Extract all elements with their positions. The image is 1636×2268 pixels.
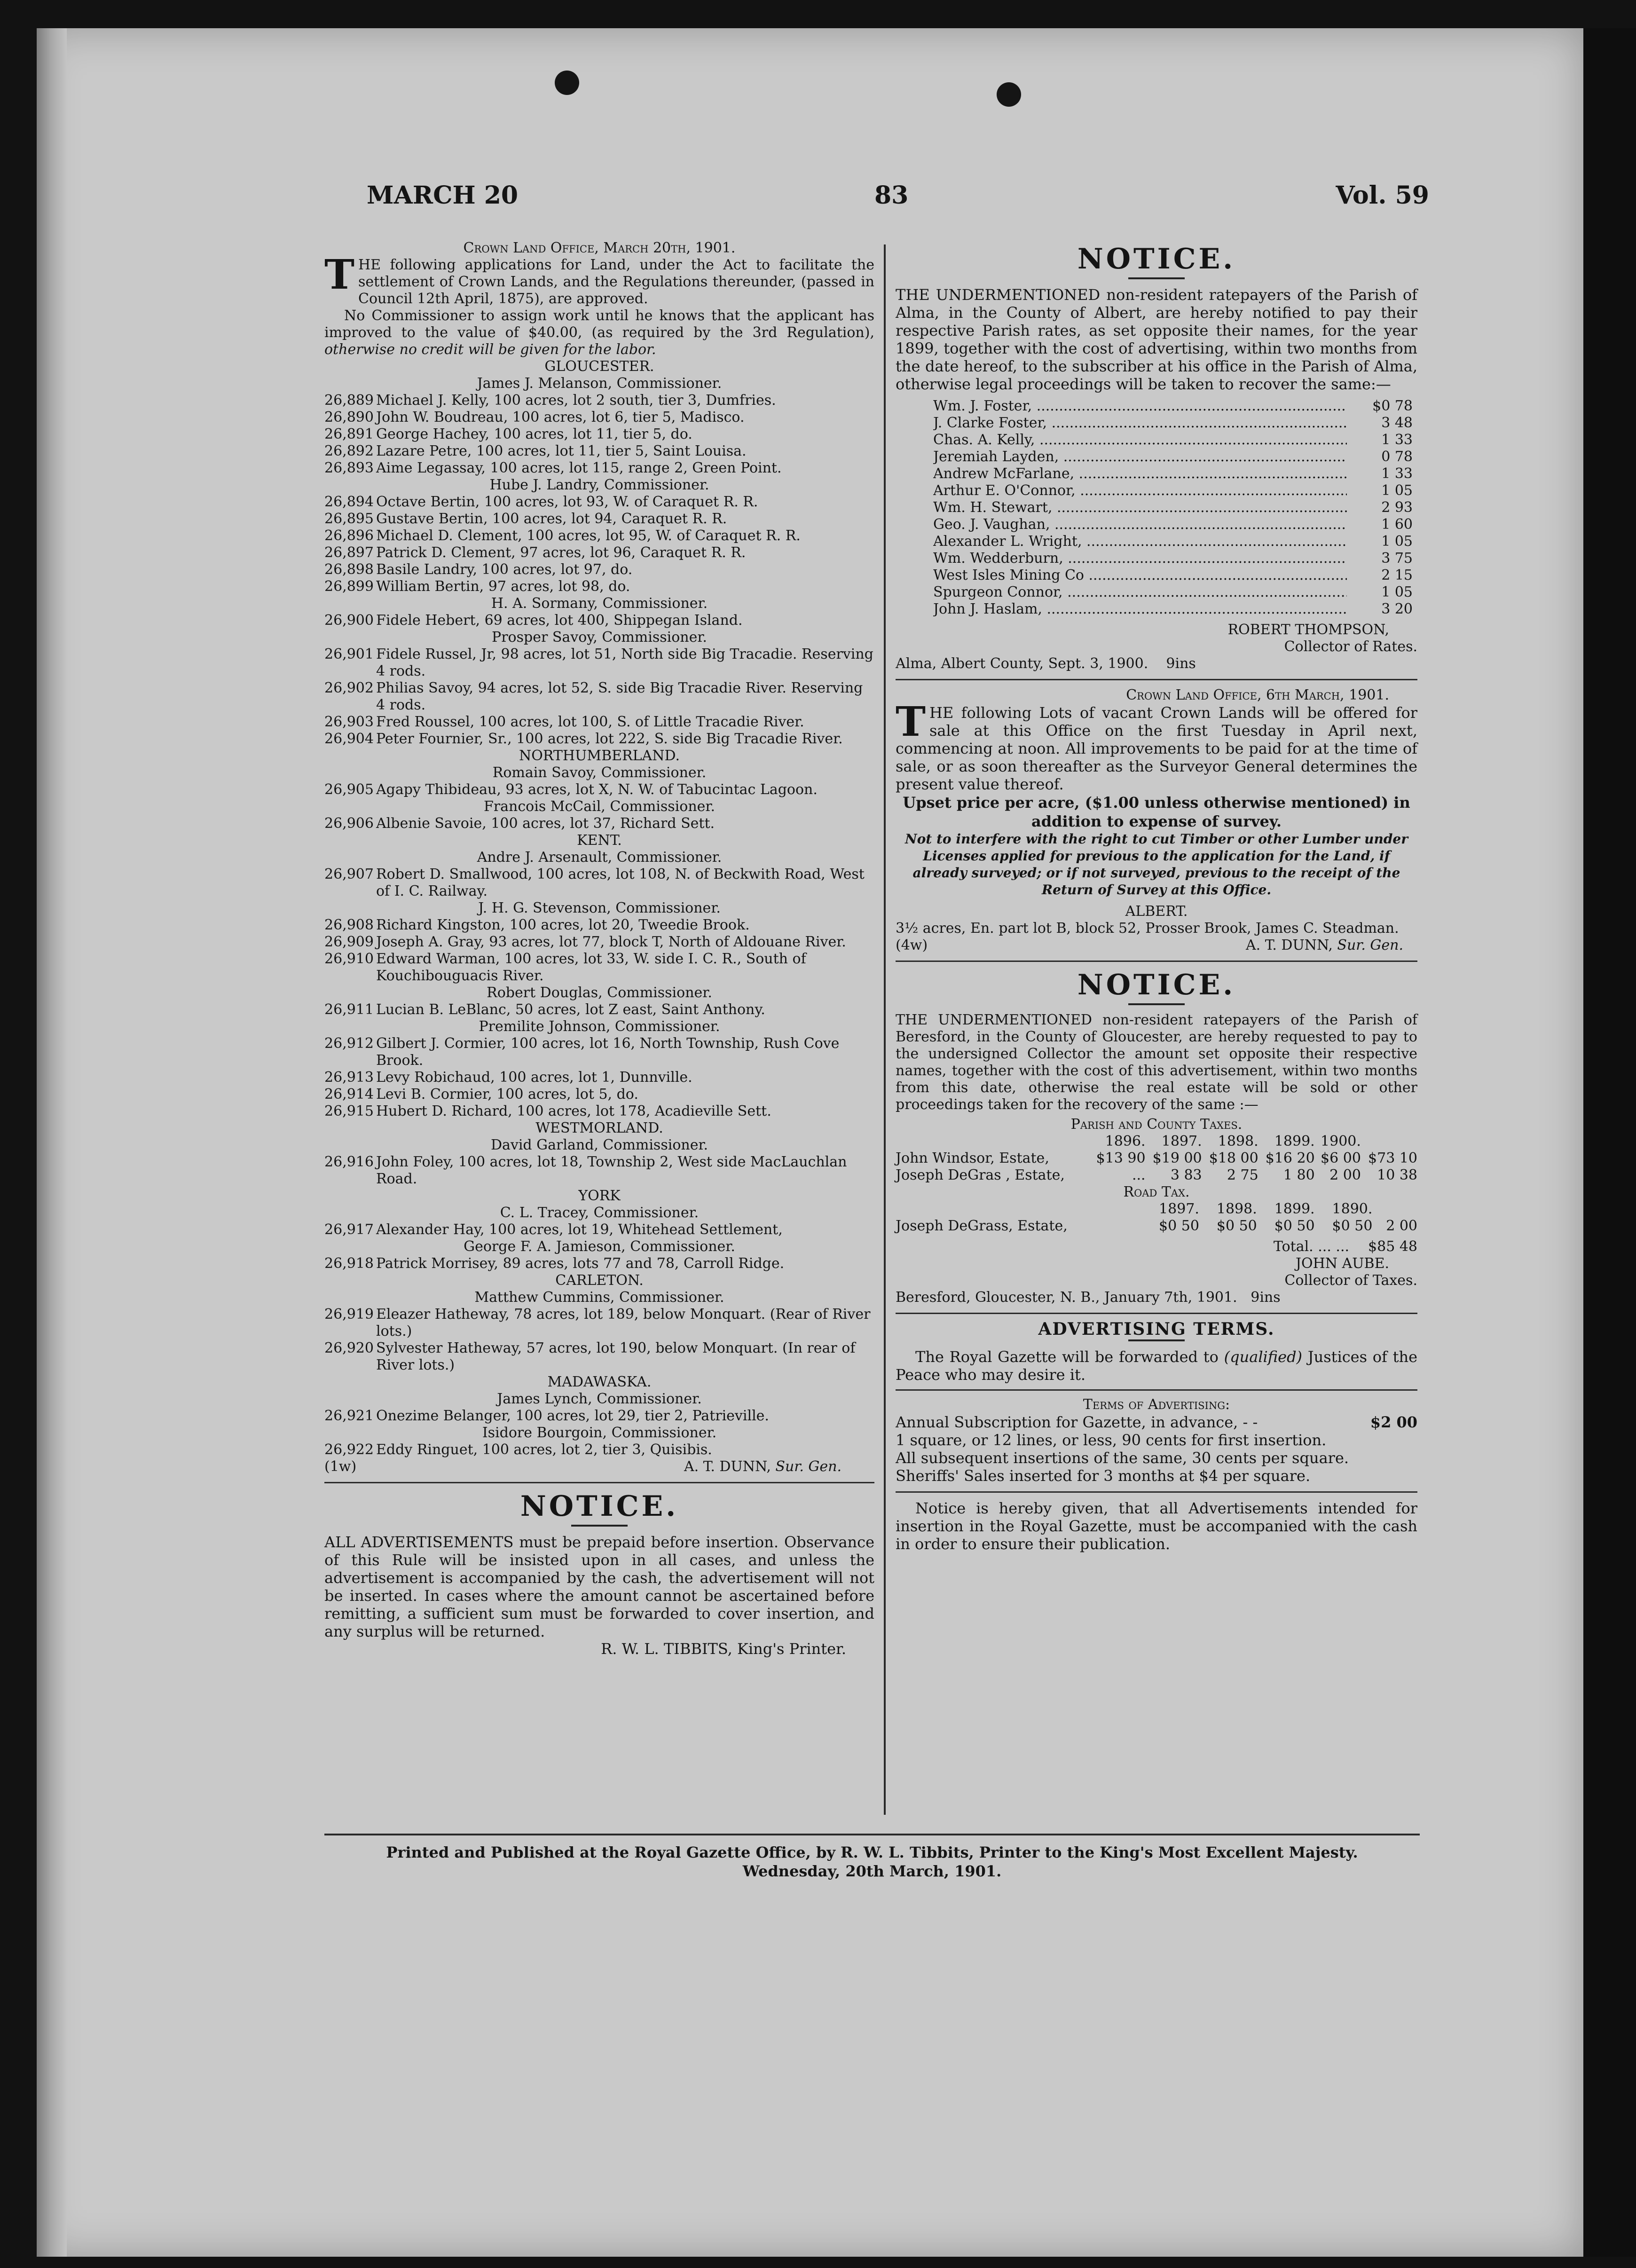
table-header-row [896, 1201, 1417, 1218]
section-rule [896, 961, 1417, 962]
column-divider [884, 244, 886, 1815]
ratepayer-name: Chas. A. Kelly, ..... [933, 432, 1347, 449]
title-rule [1128, 1003, 1185, 1005]
prepaid-notice-body: ALL ADVERTISEMENTS must be prepaid before insertion. Observance of this Rule will be insisted upon in all cases, and unless the advertisement is accompanied by the cash, the advertisement will not be inserted. In cases where the amount cannot be ascertained before remitting, a sufficient sum must be forwarded to cover insertion, and any surplus will be returned. [324, 1533, 874, 1640]
application-number: 26,921 [324, 1408, 374, 1424]
parish-tax-table [896, 1133, 1417, 1184]
application-entry [324, 680, 874, 714]
application-number: 26,915 [324, 1103, 374, 1119]
upset-price: Upset price per acre, ($1.00 unless otherwise mentioned) in addition to expense of survey. [903, 794, 1410, 830]
application-number: 26,905 [324, 781, 374, 798]
application-entry [324, 1035, 874, 1069]
title-rule [571, 1525, 628, 1527]
application-number: 26,914 [324, 1086, 374, 1102]
ratepayer-name: Wm. Wedderburn, ..... [933, 550, 1347, 567]
alma-signature-name: ROBERT THOMPSON, [1227, 622, 1389, 638]
title-rule [1128, 277, 1185, 279]
county-heading: WESTMORLAND. [535, 1120, 663, 1136]
advertising-term: All subsequent insertions of the same, 30 cents per square. [896, 1449, 1349, 1467]
application-text: Philias Savoy, 94 acres, lot 52, S. side Big Tracadie River. Reserving 4 rods. [376, 680, 863, 713]
application-number: 26,896 [324, 528, 374, 544]
application-number: 26,913 [324, 1069, 374, 1086]
application-number: 26,909 [324, 934, 374, 950]
sale-body [896, 698, 1417, 793]
drop-cap: T [896, 698, 926, 746]
sale-county: ALBERT. [1125, 903, 1188, 920]
application-text: Fred Roussel, 100 acres, lot 100, S. of Little Tracadie River. [376, 714, 804, 730]
rate-row [933, 398, 1413, 415]
application-entry [324, 1154, 874, 1188]
commissioner-line: H. A. Sormany, Commissioner. [491, 595, 708, 612]
rate-amount: 0 78 [1381, 449, 1413, 465]
page-binding-edge [37, 28, 67, 2257]
application-number: 26,902 [324, 680, 374, 696]
commissioner-line: Isidore Bourgoin, Commissioner. [482, 1425, 717, 1441]
application-number: 26,891 [324, 426, 374, 442]
application-text: Basile Landry, 100 acres, lot 97, do. [376, 561, 633, 578]
commissioner-line: Robert Douglas, Commissioner. [487, 984, 712, 1001]
year-header: 1899. [1274, 1133, 1315, 1150]
application-number: 26,900 [324, 612, 374, 629]
volume-number: Vol. 59 [1336, 181, 1429, 210]
rate-row [933, 567, 1413, 584]
binding-hole [555, 71, 579, 95]
rate-row [933, 415, 1413, 432]
application-text: Richard Kingston, 100 acres, lot 20, Tweedie Brook. [376, 917, 750, 933]
tax-row-total: 10 38 [1377, 1167, 1417, 1183]
footer-rule [324, 1834, 1420, 1835]
rate-amount: 3 48 [1381, 415, 1413, 431]
intro-text: HE following applications for Land, under the Act to facilitate the settlement of Crown Lands, and the Regulations thereunder, (passed in Council 12th April, 1875), are approved. [358, 257, 874, 307]
year-header: 1899. [1274, 1201, 1315, 1217]
application-entry [324, 528, 874, 544]
application-entry [324, 815, 874, 832]
application-entry [324, 544, 874, 561]
header-date: MARCH 20 [367, 181, 519, 210]
application-text: Lucian B. LeBlanc, 50 acres, lot Z east, Saint Anthony. [376, 1001, 765, 1018]
application-entry [324, 392, 874, 409]
commissioner-line: Matthew Cummins, Commissioner. [474, 1289, 724, 1306]
year-header: 1897. [1159, 1201, 1199, 1217]
application-entry [324, 866, 874, 900]
dateline-text: Beresford, Gloucester, N. B., January 7th, 1901. [896, 1289, 1237, 1306]
annual-label: Annual Subscription for Gazette, in advance, - - [896, 1413, 1258, 1431]
rate-row [933, 432, 1413, 449]
scan-background-edge [1583, 28, 1636, 2257]
section-rule [896, 679, 1417, 680]
application-entry [324, 1306, 874, 1340]
application-text: Robert D. Smallwood, 100 acres, lot 108, N. of Beckwith Road, West of I. C. Railway. [376, 866, 865, 899]
application-text: Octave Bertin, 100 acres, lot 93, W. of Caraquet R. R. [376, 494, 758, 510]
signature [1246, 937, 1403, 954]
advertising-terms-list [896, 1431, 1417, 1485]
page-number: 83 [874, 181, 909, 210]
insertions-mark: 9ins [1251, 1289, 1281, 1306]
alma-notice-body: THE UNDERMENTIONED non-resident ratepayers of the Parish of Alma, in the County of Albert, are hereby notified to pay their respective Parish rates, as set opposite their names, for the year 1899, together with the cost of advertising, within two months from the date hereof, to the subscriber at his office in the Parish of Alma, otherwise legal proceedings will be taken to recover the same:— [896, 286, 1417, 393]
application-number: 26,899 [324, 578, 374, 595]
taxpayer-name: Joseph DeGrass, Estate, [896, 1218, 1068, 1234]
tax-value: $0 50 [1332, 1218, 1373, 1234]
table-row [896, 1167, 1417, 1184]
rate-row [933, 584, 1413, 601]
application-text: Edward Warman, 100 acres, lot 33, W. side I. C. R., South of Kouchibouguacis River. [376, 951, 806, 984]
application-number: 26,920 [324, 1340, 374, 1356]
commissioner-line: George F. A. Jamieson, Commissioner. [464, 1238, 735, 1255]
rate-amount: 2 15 [1381, 567, 1413, 583]
application-entry [324, 917, 874, 934]
application-entry [324, 1069, 874, 1086]
application-text: Levi B. Cormier, 100 acres, lot 5, do. [376, 1086, 638, 1102]
application-number: 26,918 [324, 1255, 374, 1272]
crown-land-note [324, 307, 874, 358]
application-text: William Bertin, 97 acres, lot 98, do. [376, 578, 630, 595]
application-text: Lazare Petre, 100 acres, lot 11, tier 5, Saint Louisa. [376, 443, 747, 459]
ratepayer-name: Wm. H. Stewart, ..... [933, 499, 1347, 516]
application-text: George Hachey, 100 acres, lot 11, tier 5, do. [376, 426, 692, 442]
application-entry [324, 646, 874, 680]
ratepayer-name: Geo. J. Vaughan, ..... [933, 516, 1347, 533]
page-header [367, 181, 1429, 223]
application-text: Michael J. Kelly, 100 acres, lot 2 south, tier 3, Dumfries. [376, 392, 776, 409]
terms-heading: Terms of Advertising: [1083, 1396, 1230, 1413]
commissioner-line: Romain Savoy, Commissioner. [492, 764, 707, 781]
note-text: No Commissioner to assign work until he knows that the applicant has improved to the value of $40.00, (as required by the 3rd Regulation), [324, 307, 874, 341]
footer-date: Wednesday, 20th March, 1901. [742, 1862, 1002, 1880]
drop-cap: T [324, 251, 354, 299]
application-entry [324, 612, 874, 629]
beresford-signature-title: Collector of Taxes. [1284, 1272, 1417, 1289]
rate-row [933, 533, 1413, 550]
application-text: John W. Boudreau, 100 acres, lot 6, tier 5, Madisco. [376, 409, 745, 425]
beresford-dateline [896, 1289, 1417, 1306]
rate-row [933, 550, 1413, 567]
application-text: Fidele Hebert, 69 acres, lot 400, Shippegan Island. [376, 612, 743, 629]
application-text: Onezime Belanger, 100 acres, lot 29, tier 2, Patrieville. [376, 1408, 769, 1424]
section-rule [896, 1313, 1417, 1314]
tax-value: $0 50 [1216, 1218, 1257, 1234]
rate-row [933, 601, 1413, 618]
application-entry [324, 511, 874, 528]
application-text: Eddy Ringuet, 100 acres, lot 2, tier 3, Quisibis. [376, 1441, 712, 1458]
application-text: Michael D. Clement, 100 acres, lot 95, W. of Caraquet R. R. [376, 528, 801, 544]
footer [324, 1843, 1420, 1881]
application-entry [324, 494, 874, 511]
note-italic: otherwise no credit will be given for the labor. [324, 341, 656, 358]
year-header: 1898. [1218, 1133, 1258, 1150]
application-text: Patrick D. Clement, 97 acres, lot 96, Caraquet R. R. [376, 544, 746, 561]
signature [684, 1458, 842, 1475]
application-text: Alexander Hay, 100 acres, lot 19, Whitehead Settlement, [376, 1221, 783, 1238]
signature-name: A. T. DUNN, [684, 1458, 771, 1475]
insertions-mark: (4w) [896, 937, 928, 953]
application-entry [324, 1221, 874, 1238]
county-sections [324, 358, 874, 1458]
application-number: 26,893 [324, 460, 374, 476]
tax-value: $6 00 [1321, 1150, 1361, 1166]
application-number: 26,894 [324, 494, 374, 510]
insertions-mark: 9ins [1166, 655, 1196, 672]
application-entry [324, 781, 874, 798]
intro-text: The Royal Gazette will be forwarded to [915, 1348, 1219, 1366]
blank-cell [896, 1201, 1141, 1218]
tax-value: 1 80 [1283, 1167, 1315, 1183]
application-entry [324, 731, 874, 748]
crown-land-signature-row [324, 1458, 874, 1475]
blank-cell [1361, 1133, 1417, 1150]
application-entry [324, 1001, 874, 1018]
ratepayer-name: Andrew McFarlane, ..... [933, 465, 1347, 482]
application-entry [324, 443, 874, 460]
rate-amount: 1 05 [1381, 533, 1413, 550]
beresford-notice-body: THE UNDERMENTIONED non-resident ratepayers of the Parish of Beresford, in the County of Gloucester, are hereby requested to pay to the undersigned Collector the amount set opposite their respective names, together with the cost of this advertisement, within two months from this date, otherwise the real estate will be sold or other proceedings taken for the recovery of the same :— [896, 1012, 1417, 1113]
commissioner-line: Francois McCail, Commissioner. [484, 798, 715, 815]
total-label: Total. ... ... [1273, 1238, 1350, 1255]
sale-signature-row [896, 937, 1417, 954]
rate-row [933, 465, 1413, 482]
application-number: 26,912 [324, 1035, 374, 1052]
application-text: Levy Robichaud, 100 acres, lot 1, Dunnville. [376, 1069, 692, 1086]
application-entry [324, 426, 874, 443]
advertising-notice: Notice is hereby given, that all Advertisements intended for insertion in the Royal Gazette, must be accompanied with the cash in order to ensure their publication. [896, 1499, 1417, 1553]
ratepayer-name: Jeremiah Layden, ..... [933, 449, 1347, 465]
commissioner-line: Prosper Savoy, Commissioner. [492, 629, 707, 646]
county-heading: CARLETON. [555, 1272, 644, 1289]
rate-amount: $0 78 [1372, 398, 1413, 414]
total-value: $85 48 [1368, 1238, 1417, 1255]
section-rule [896, 1389, 1417, 1391]
alma-rate-list [933, 398, 1413, 618]
alma-signature-title: Collector of Rates. [1284, 638, 1417, 655]
signature-title: Sur. Gen. [1337, 937, 1403, 953]
application-number: 26,908 [324, 917, 374, 933]
title-rule [1128, 1339, 1185, 1341]
rate-row [933, 516, 1413, 533]
application-entry [324, 460, 874, 477]
tax-value: $13 90 [1096, 1150, 1146, 1166]
application-entry [324, 951, 874, 984]
dateline-text: Alma, Albert County, Sept. 3, 1900. [896, 655, 1148, 672]
application-entry [324, 561, 874, 578]
application-text: Eleazer Hatheway, 78 acres, lot 189, below Monquart. (Rear of River lots.) [376, 1306, 871, 1339]
application-number: 26,911 [324, 1001, 374, 1018]
rate-amount: 1 33 [1381, 465, 1413, 482]
tax-value: $16 20 [1265, 1150, 1315, 1166]
county-heading: KENT. [577, 832, 622, 849]
application-number: 26,917 [324, 1221, 374, 1238]
taxpayer-name: John Windsor, Estate, [896, 1150, 1049, 1166]
taxpayer-name: Joseph DeGras , Estate, [896, 1167, 1065, 1183]
application-entry [324, 1340, 874, 1374]
insertions-mark: (1w) [324, 1458, 357, 1475]
application-entry [324, 409, 874, 426]
prepaid-notice-signature: R. W. L. TIBBITS, King's Printer. [601, 1640, 846, 1658]
sale-text: HE following Lots of vacant Crown Lands will be offered for sale at this Office on the first Tuesday in April next, commencing at noon. All improvements to be paid for at the time of sale, or as soon thereafter as the Surveyor General determines the present value thereof. [896, 704, 1417, 793]
table-row [896, 1218, 1417, 1235]
tax-value: ... [1132, 1167, 1146, 1183]
application-entry [324, 1255, 874, 1272]
application-text: Hubert D. Richard, 100 acres, lot 178, Acadieville Sett. [376, 1103, 771, 1119]
table-header-row [896, 1133, 1417, 1150]
commissioner-line: James J. Melanson, Commissioner. [477, 375, 722, 392]
commissioner-line: Premilite Johnson, Commissioner. [479, 1018, 720, 1035]
rate-amount: 3 20 [1381, 601, 1413, 617]
footer-imprint: Printed and Published at the Royal Gazette Office, by R. W. L. Tibbits, Printer to the King's Most Excellent Majesty. [386, 1843, 1358, 1861]
blank-cell [896, 1133, 1089, 1150]
commissioner-line: C. L. Tracey, Commissioner. [500, 1205, 699, 1221]
county-heading: GLOUCESTER. [544, 358, 654, 375]
commissioner-line: Andre J. Arsenault, Commissioner. [477, 849, 722, 866]
application-number: 26,901 [324, 646, 374, 662]
ratepayer-name: Wm. J. Foster, ..... [933, 398, 1347, 415]
application-text: Patrick Morrisey, 89 acres, lots 77 and 78, Carroll Ridge. [376, 1255, 785, 1272]
county-heading: YORK [578, 1188, 621, 1204]
tax-row-total: 2 00 [1386, 1218, 1417, 1234]
commissioner-line: Hube J. Landry, Commissioner. [489, 477, 709, 493]
year-header: 1897. [1161, 1133, 1202, 1150]
rate-amount: 1 60 [1381, 516, 1413, 533]
year-header: 1898. [1216, 1201, 1257, 1217]
right-column [896, 240, 1417, 1553]
rate-amount: 1 33 [1381, 432, 1413, 448]
ratepayer-name: West Isles Mining Co ..... [933, 567, 1347, 584]
ratepayer-name: Spurgeon Connor, ..... [933, 584, 1347, 601]
tax-value: 2 75 [1227, 1167, 1258, 1183]
ratepayer-name: J. Clarke Foster, ..... [933, 415, 1347, 432]
tax-total-row [896, 1238, 1417, 1255]
annual-subscription [896, 1413, 1417, 1431]
application-text: Fidele Russel, Jr, 98 acres, lot 51, North side Big Tracadie. Reserving 4 rods. [376, 646, 873, 679]
tax-value: $19 00 [1152, 1150, 1202, 1166]
section-rule [324, 1482, 874, 1483]
rate-amount: 1 05 [1381, 584, 1413, 600]
signature-name: A. T. DUNN, [1246, 937, 1333, 953]
ratepayer-name: Arthur E. O'Connor, ..... [933, 482, 1347, 499]
notice-title: NOTICE. [520, 1490, 679, 1523]
application-number: 26,897 [324, 544, 374, 561]
application-number: 26,904 [324, 731, 374, 747]
beresford-signature-name: JOHN AUBE. [1296, 1255, 1389, 1272]
crown-land-intro [324, 251, 874, 307]
application-number: 26,903 [324, 714, 374, 730]
rate-amount: 2 93 [1381, 499, 1413, 516]
tax-row-total: $73 10 [1368, 1150, 1417, 1166]
alma-dateline [896, 655, 1417, 672]
sale-dateline: Crown Land Office, 6th March, 1901. [1126, 687, 1389, 703]
application-entry [324, 934, 874, 951]
signature-title: Sur. Gen. [775, 1458, 842, 1475]
application-number: 26,919 [324, 1306, 374, 1323]
application-number: 26,906 [324, 815, 374, 832]
year-header: 1890. [1332, 1201, 1373, 1217]
application-number: 26,892 [324, 443, 374, 459]
application-text: Gustave Bertin, 100 acres, lot 94, Caraquet R. R. [376, 511, 727, 527]
notice-title: NOTICE. [1077, 243, 1236, 276]
commissioner-line: James Lynch, Commissioner. [497, 1391, 702, 1407]
advertising-term: 1 square, or 12 lines, or less, 90 cents for first insertion. [896, 1431, 1327, 1449]
timber-note: Not to interfere with the right to cut Timber or other Lumber under Licenses applied for previous to the application for the Land, if already surveyed; or if not surveyed, previous to the receipt of the Return of Survey at this Office. [905, 831, 1408, 898]
application-text: Aime Legassay, 100 acres, lot 115, range 2, Green Point. [376, 460, 782, 476]
tax-value: 2 00 [1329, 1167, 1361, 1183]
application-number: 26,916 [324, 1154, 374, 1170]
intro-qualified: (qualified) [1224, 1348, 1303, 1366]
application-number: 26,898 [324, 561, 374, 578]
application-number: 26,922 [324, 1441, 374, 1458]
application-entry [324, 1408, 874, 1425]
road-tax-table [896, 1201, 1417, 1235]
rate-row [933, 482, 1413, 499]
application-text: Peter Fournier, Sr., 100 acres, lot 222, S. side Big Tracadie River. [376, 731, 843, 747]
notice-title: NOTICE. [1077, 969, 1236, 1001]
application-number: 26,890 [324, 409, 374, 425]
year-header: 1900. [1321, 1133, 1361, 1150]
commissioner-line: J. H. G. Stevenson, Commissioner. [478, 900, 721, 916]
tax-value: $0 50 [1274, 1218, 1315, 1234]
application-entry [324, 1086, 874, 1103]
advertising-intro [896, 1348, 1417, 1384]
intro-text-end: Justices of the Peace who may desire it. [896, 1348, 1418, 1384]
section-rule [896, 1491, 1417, 1493]
rate-amount: 3 75 [1381, 550, 1413, 567]
commissioner-line: David Garland, Commissioner. [490, 1137, 708, 1153]
parish-tax-heading: Parish and County Taxes. [1070, 1116, 1243, 1133]
application-text: Sylvester Hatheway, 57 acres, lot 190, below Monquart. (In rear of River lots.) [376, 1340, 856, 1373]
application-number: 26,910 [324, 951, 374, 967]
application-entry [324, 1441, 874, 1458]
table-row [896, 1150, 1417, 1167]
advertising-title: ADVERTISING TERMS. [1038, 1319, 1275, 1339]
sale-lot: 3½ acres, En. part lot B, block 52, Prosser Brook, James C. Steadman. [896, 920, 1399, 937]
rate-amount: 1 05 [1381, 482, 1413, 499]
year-header: 1896. [1105, 1133, 1146, 1150]
rate-row [933, 449, 1413, 465]
binding-hole [997, 82, 1021, 107]
rate-row [933, 499, 1413, 516]
application-entry [324, 714, 874, 731]
application-text: John Foley, 100 acres, lot 18, Township 2, West side MacLauchlan Road. [376, 1154, 847, 1187]
ratepayer-name: John J. Haslam, ..... [933, 601, 1347, 618]
application-text: Agapy Thibideau, 93 acres, lot X, N. W. of Tabucintac Lagoon. [376, 781, 818, 798]
application-text: Albenie Savoie, 100 acres, lot 37, Richard Sett. [376, 815, 715, 832]
application-entry [324, 1103, 874, 1120]
advertising-term: Sheriffs' Sales inserted for 3 months at $4 per square. [896, 1467, 1311, 1485]
tax-value: $0 50 [1159, 1218, 1199, 1234]
county-heading: NORTHUMBERLAND. [519, 748, 680, 764]
ratepayer-name: Alexander L. Wright, ..... [933, 533, 1347, 550]
annual-value: $2 00 [1370, 1413, 1417, 1431]
application-text: Gilbert J. Cormier, 100 acres, lot 16, North Township, Rush Cove Brook. [376, 1035, 840, 1069]
tax-value: $18 00 [1209, 1150, 1258, 1166]
county-heading: MADAWASKA. [547, 1374, 652, 1390]
application-number: 26,889 [324, 392, 374, 409]
crown-land-dateline: Crown Land Office, March 20th, 1901. [463, 240, 736, 256]
application-entry [324, 578, 874, 595]
left-column [324, 240, 874, 1657]
tax-value: 3 83 [1170, 1167, 1202, 1183]
application-text: Joseph A. Gray, 93 acres, lot 77, block T, North of Aldouane River. [376, 934, 846, 950]
application-number: 26,895 [324, 511, 374, 527]
application-number: 26,907 [324, 866, 374, 882]
road-tax-heading: Road Tax. [1123, 1184, 1190, 1200]
blank-cell [1372, 1201, 1417, 1218]
